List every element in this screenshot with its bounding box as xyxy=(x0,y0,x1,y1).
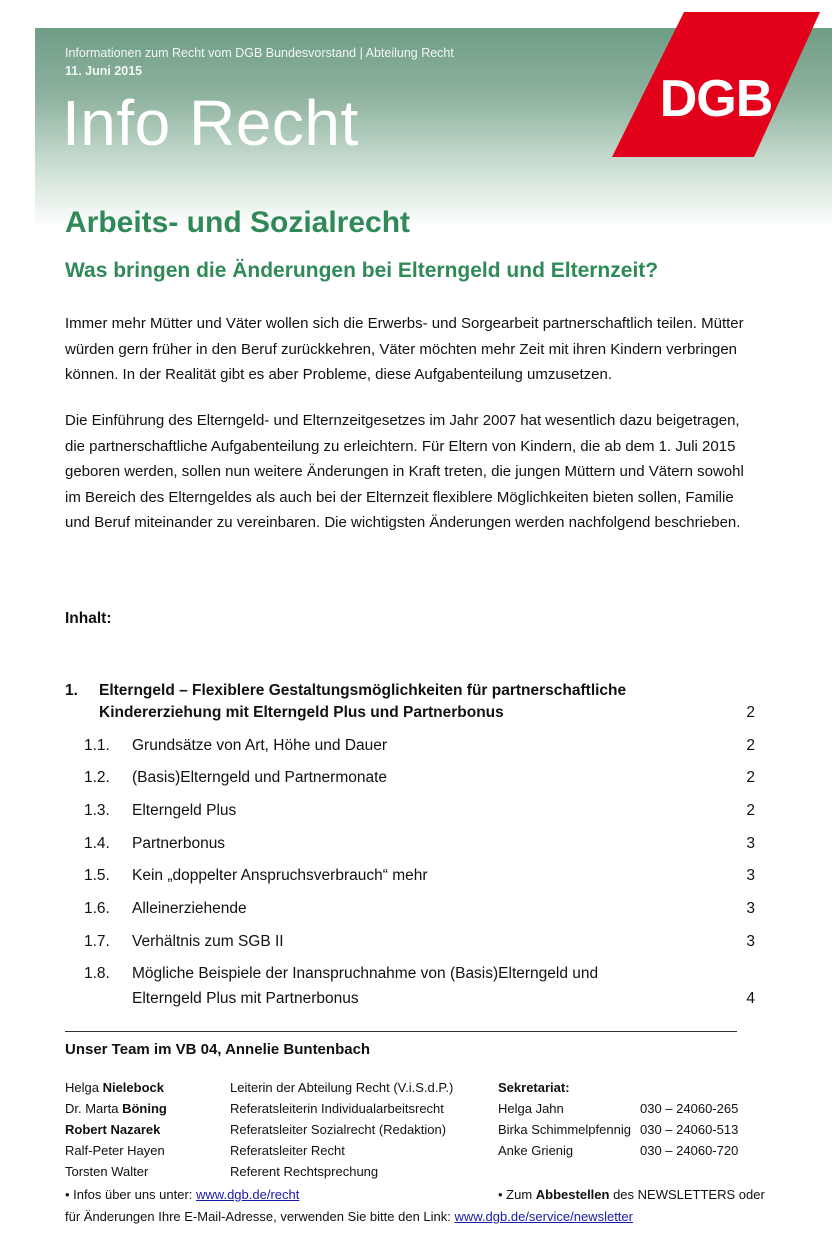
toc-entry-text: Grundsätze von Art, Höhe und Dauer xyxy=(132,737,388,754)
toc-entry-page: 3 xyxy=(746,835,755,852)
toc-main-page: 2 xyxy=(746,704,755,721)
toc-entry-text: Verhältnis zum SGB II xyxy=(132,933,284,950)
team-member-role: Referatsleiter Sozialrecht (Redaktion) xyxy=(230,1122,447,1137)
toc-entry-text: Alleinerziehende xyxy=(132,900,247,917)
dgb-logo-text: DGB xyxy=(659,70,773,128)
toc-entry-page: 2 xyxy=(746,802,755,819)
secretariat-label: Sekretariat: xyxy=(498,1080,570,1095)
toc-entry-number: 1.1. xyxy=(84,737,110,754)
newsletter-title: Info Recht xyxy=(62,87,359,159)
intro-paragraph-2: Die Einführung des Elterngeld- und Elternzeitgesetzes im Jahr 2007 hat wesentlich dazu beigetragen, die partnerschaftliche Aufgabenteilung zu erleichtern. Für Eltern von Kindern, die ab dem 1. Juli 2015 geboren werden, sollen nun weitere Änderungen in Kraft treten, die jungen Müttern und Vätern sowohl im Bereich des Elterngeldes als auch bei der Elternzeit flexiblere Möglichkeiten bieten sollen, Familie und Beruf miteinander zu vereinbaren. Die wichtigsten Änderungen werden nachfolgend beschrieben. xyxy=(65,412,744,532)
secretariat-phone: 030 – 24060-720 xyxy=(640,1143,739,1158)
toc-entry-page: 3 xyxy=(746,867,755,884)
toc-entry-page: 2 xyxy=(746,737,755,754)
toc-entry-text: (Basis)Elterngeld und Partnermonate xyxy=(132,769,388,786)
toc-main-text: Elterngeld – Flexiblere Gestaltungsmöglichkeiten für partnerschaftliche Kindererziehung mit Elterngeld Plus und Partnerbonus xyxy=(99,682,627,721)
team-member-role: Leiterin der Abteilung Recht (V.i.S.d.P.) xyxy=(230,1080,454,1095)
toc-entry-page: 3 xyxy=(746,933,755,950)
toc-entry-text: Partnerbonus xyxy=(132,835,226,852)
secretariat-name: Anke Grienig xyxy=(498,1143,574,1158)
team-member-name: Helga Nielebock xyxy=(65,1080,164,1095)
toc-entry-text: Kein „doppelter Anspruchsverbrauch“ mehr xyxy=(132,867,428,884)
team-member-name: Ralf-Peter Hayen xyxy=(65,1143,165,1158)
toc-entry-page: 3 xyxy=(746,900,755,917)
team-member-role: Referatsleiter Recht xyxy=(230,1143,345,1158)
team-member-name: Torsten Walter xyxy=(65,1164,149,1179)
secretariat-name: Birka Schimmelpfennig xyxy=(498,1122,631,1137)
header-info-line: Informationen zum Recht vom DGB Bundesvorstand | Abteilung Recht xyxy=(65,46,454,60)
team-names xyxy=(65,1077,167,1182)
intro-paragraph-1: Immer mehr Mütter und Väter wollen sich die Erwerbs- und Sorgearbeit partnerschaftlich teilen. Mütter würden gern früher in den Beruf zurückkehren, Väter möchten mehr Zeit mit ihren Kindern verbringen können. In der Realität gibt es aber Probleme, diese Aufgabenteilung umzusetzen. xyxy=(65,315,744,384)
footer-unsubscribe: • Zum Abbestellen des NEWSLETTERS oder xyxy=(498,1187,765,1202)
toc-entry-page: 4 xyxy=(746,990,755,1007)
toc-entry-page: 2 xyxy=(746,769,755,786)
dgb-logo xyxy=(612,12,820,157)
footer-infos: • Infos über uns unter: www.dgb.de/recht xyxy=(65,1187,300,1202)
toc-entry-number: 1.7. xyxy=(84,933,110,950)
team-member-role: Referent Rechtsprechung xyxy=(230,1164,379,1179)
team-member-name: Dr. Marta Böning xyxy=(65,1101,167,1116)
header-date: 11. Juni 2015 xyxy=(65,64,143,78)
footer-email-change: für Änderungen Ihre E-Mail-Adresse, verwenden Sie bitte den Link: www.dgb.de/service/newsletter xyxy=(65,1209,633,1224)
secretariat-phone: 030 – 24060-265 xyxy=(640,1101,739,1116)
secretariat-name: Helga Jahn xyxy=(498,1101,564,1116)
toc-entry-number: 1.5. xyxy=(84,867,110,884)
newsletter-link[interactable]: www.dgb.de/service/newsletter xyxy=(454,1209,633,1224)
team-member-name: Robert Nazarek xyxy=(65,1122,161,1137)
toc-entry-number: 1.4. xyxy=(84,835,110,852)
toc-entry-text: Elterngeld Plus xyxy=(132,802,237,819)
secretariat-names xyxy=(498,1077,631,1161)
recht-link[interactable]: www.dgb.de/recht xyxy=(196,1187,300,1202)
secretariat-phones xyxy=(640,1077,738,1161)
article-subtitle: Was bringen die Änderungen bei Elterngeld und Elternzeit? xyxy=(65,259,659,282)
section-title: Arbeits- und Sozialrecht xyxy=(65,206,411,239)
divider xyxy=(65,1031,737,1032)
toc-entry-number: 1.3. xyxy=(84,802,110,819)
team-member-role: Referatsleiterin Individualarbeitsrecht xyxy=(230,1101,444,1116)
toc-heading: Inhalt: xyxy=(65,610,112,627)
team-roles xyxy=(230,1077,453,1182)
team-title: Unser Team im VB 04, Annelie Buntenbach xyxy=(65,1041,371,1058)
toc-entry-text: Mögliche Beispiele der Inanspruchnahme von (Basis)Elterngeld und Elterngeld Plus mit Partnerbonus xyxy=(132,965,599,1007)
toc-entry-number: 1.2. xyxy=(84,769,110,786)
secretariat-phone: 030 – 24060-513 xyxy=(640,1122,739,1137)
toc-entry-number: 1.8. xyxy=(84,965,110,982)
toc-main-number: 1. xyxy=(65,682,78,699)
toc-entry-number: 1.6. xyxy=(84,900,110,917)
